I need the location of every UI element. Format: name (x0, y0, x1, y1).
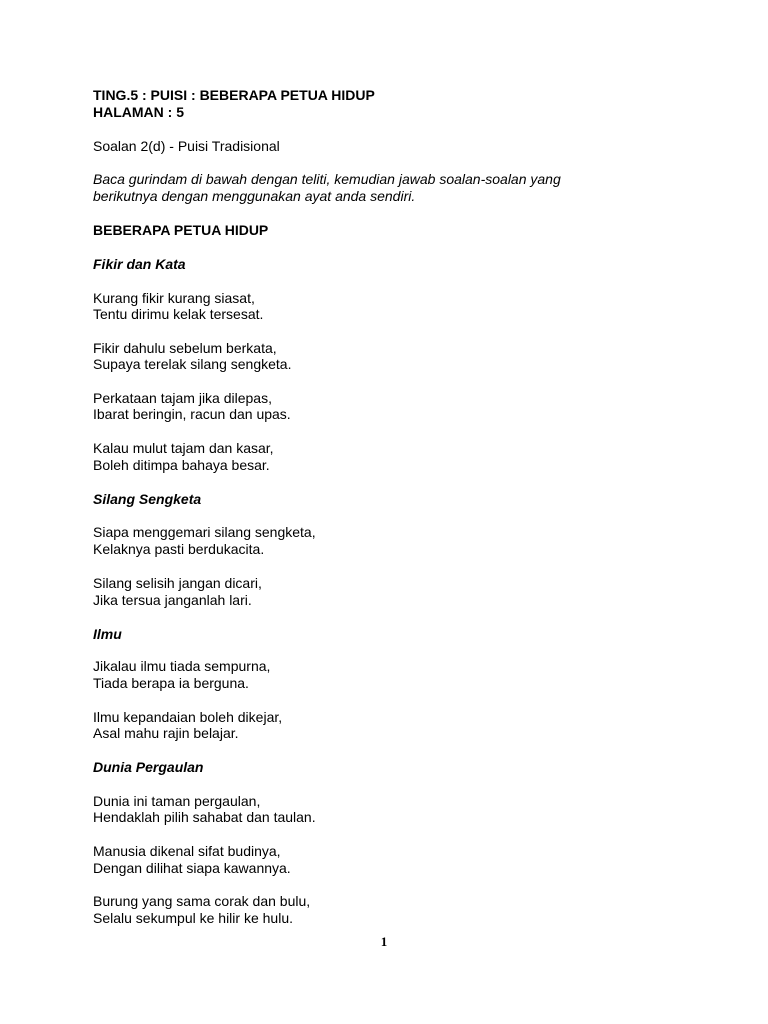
poem-line: Fikir dahulu sebelum berkata, (93, 340, 277, 356)
instruction-line-2: berikutnya dengan menggunakan ayat anda sendiri. (93, 188, 416, 204)
poem-line: Jikalau ilmu tiada sempurna, (93, 658, 271, 674)
poem-line: Asal mahu rajin belajar. (93, 725, 239, 741)
poem-line: Tiada berapa ia berguna. (93, 675, 249, 691)
poem-line: Supaya terelak silang sengketa. (93, 356, 292, 372)
poem-line: Ilmu kepandaian boleh dikejar, (93, 709, 283, 725)
poem-line: Dunia ini taman pergaulan, (93, 793, 261, 809)
page-number: 1 (380, 934, 388, 949)
poem-line: Jika tersua janganlah lari. (93, 592, 252, 608)
poem-line: Boleh ditimpa bahaya besar. (93, 457, 270, 473)
section-heading: Dunia Pergaulan (93, 759, 204, 775)
poem-line: Perkataan tajam jika dilepas, (93, 390, 272, 406)
poem-line: Kurang fikir kurang siasat, (93, 290, 255, 306)
poem-line: Tentu dirimu kelak tersesat. (93, 306, 264, 322)
poem-line: Ibarat beringin, racun dan upas. (93, 406, 291, 422)
section-heading: Fikir dan Kata (93, 256, 186, 272)
poem-line: Hendaklah pilih sahabat dan taulan. (93, 809, 316, 825)
instruction-line-1: Baca gurindam di bawah dengan teliti, kemudian jawab soalan-soalan yang (93, 171, 561, 187)
poem-line: Dengan dilihat siapa kawannya. (93, 860, 291, 876)
poem-line: Selalu sekumpul ke hilir ke hulu. (93, 910, 293, 926)
section-heading: Ilmu (93, 626, 122, 642)
question-label: Soalan 2(d) - Puisi Tradisional (93, 138, 280, 154)
page-reference: HALAMAN : 5 (93, 104, 184, 120)
section-heading: Silang Sengketa (93, 491, 202, 507)
poem-line: Kelaknya pasti berdukacita. (93, 541, 265, 557)
poem-line: Kalau mulut tajam dan kasar, (93, 440, 274, 456)
poem-line: Silang selisih jangan dicari, (93, 575, 262, 591)
poem-title: BEBERAPA PETUA HIDUP (93, 222, 269, 238)
document-title: TING.5 : PUISI : BEBERAPA PETUA HIDUP (93, 87, 375, 103)
poem-line: Siapa menggemari silang sengketa, (93, 524, 316, 540)
poem-line: Burung yang sama corak dan bulu, (93, 893, 311, 909)
poem-line: Manusia dikenal sifat budinya, (93, 843, 281, 859)
